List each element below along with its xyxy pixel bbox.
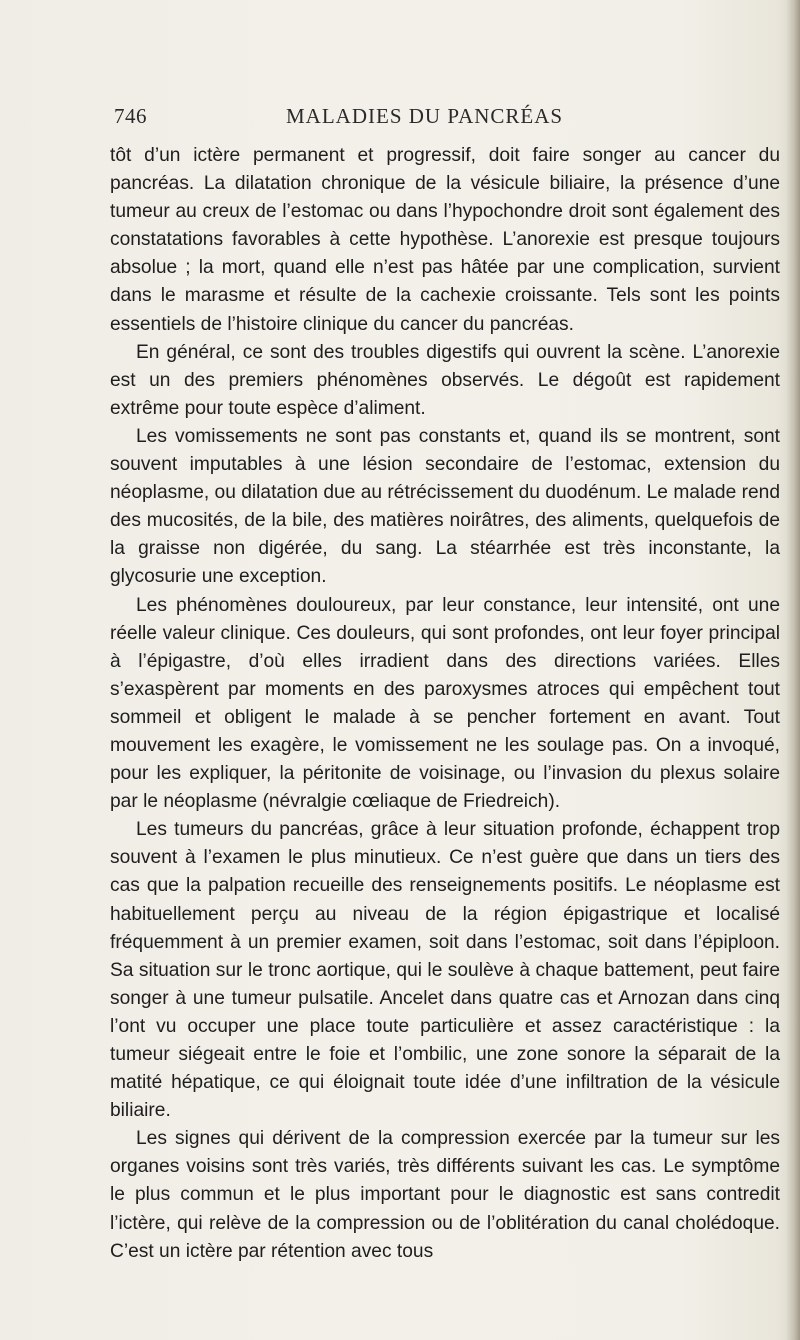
paragraph-pain: Les phénomènes douloureux, par leur constance, leur intensité, ont une réelle valeur clinique. Ces douleurs, qui sont profondes, ont leur foyer principal à l’épigastre, d’où elles irradient dans des directions variées. Elles s’exaspèrent par moments en des paroxysmes atroces qui empêchent tout sommeil et obligent le malade à se pencher fortement en avant. Tout mouvement les exagère, le vomissement ne les soulage pas. On a invoqué, pour les expliquer, la péritonite de voisinage, ou l’invasion du plexus solaire par le néoplasme (névralgie cœliaque de Friedreich). (110, 594, 780, 813)
page-number: 746 (114, 104, 147, 128)
page-header (110, 104, 768, 132)
paragraph-digestive-troubles: En général, ce sont des troubles digestifs qui ouvrent la scène. L’anorexie est un des premiers phénomènes observés. Le dégoût est rapidement extrême pour toute espèce d’aliment. (110, 341, 780, 419)
page-edge-shadow (786, 0, 800, 1340)
paragraph-tumors: Les tumeurs du pancréas, grâce à leur situation profonde, échappent trop souvent à l’examen le plus minutieux. Ce n’est guère que dans un tiers des cas que la palpation recueille des renseignements positifs. Le néoplasme est habituellement perçu au niveau de la région épigastrique et localisé fréquemment à un premier examen, soit dans l’estomac, soit dans l’épiploon. Sa situation sur le tronc aortique, qui le soulève à chaque battement, peut faire songer à une tumeur pulsatile. Ancelet dans quatre cas et Arnozan dans cinq l’ont vu occuper une place toute particulière et assez caractéristique : la tumeur siégeait entre le foie et l’ombilic, une zone sonore la séparait de la matité hépatique, ce qui éloignait toute idée d’une infiltration de la vésicule biliaire. (110, 819, 780, 1122)
paragraph-compression-signs: Les signes qui dérivent de la compression exercée par la tumeur sur les organes voisins sont très variés, très différents suivant les cas. Le symptôme le plus commun et le plus important pour le diagnostic est sans contredit l’ictère, qui relève de la compression ou de l’oblitération du canal cholédoque. C’est un ictère par rétention avec tous (110, 1128, 780, 1262)
body-text (110, 142, 780, 1266)
paragraph-vomiting: Les vomissements ne sont pas constants et, quand ils se montrent, sont souvent imputables à une lésion secondaire de l’estomac, extension du néoplasme, ou dilatation due au rétrécissement du duodénum. Le malade rend des mucosités, de la bile, des matières noirâtres, des aliments, quelquefois de la graisse non digérée, du sang. La stéarrhée est très inconstante, la glycosurie une exception. (110, 425, 780, 588)
paragraph-continuation: tôt d’un ictère permanent et progressif, doit faire songer au cancer du pancréas. La dilatation chronique de la vésicule biliaire, la présence d’une tumeur au creux de l’estomac ou dans l’hypochondre droit sont également des constatations favorables à cette hypothèse. L’anorexie est presque toujours absolue ; la mort, quand elle n’est pas hâtée par une complication, survient dans le marasme et résulte de la cachexie croissante. Tels sont les points essentiels de l’histoire clinique du cancer du pancréas. (110, 145, 780, 335)
running-title: MALADIES DU PANCRÉAS (286, 104, 564, 128)
